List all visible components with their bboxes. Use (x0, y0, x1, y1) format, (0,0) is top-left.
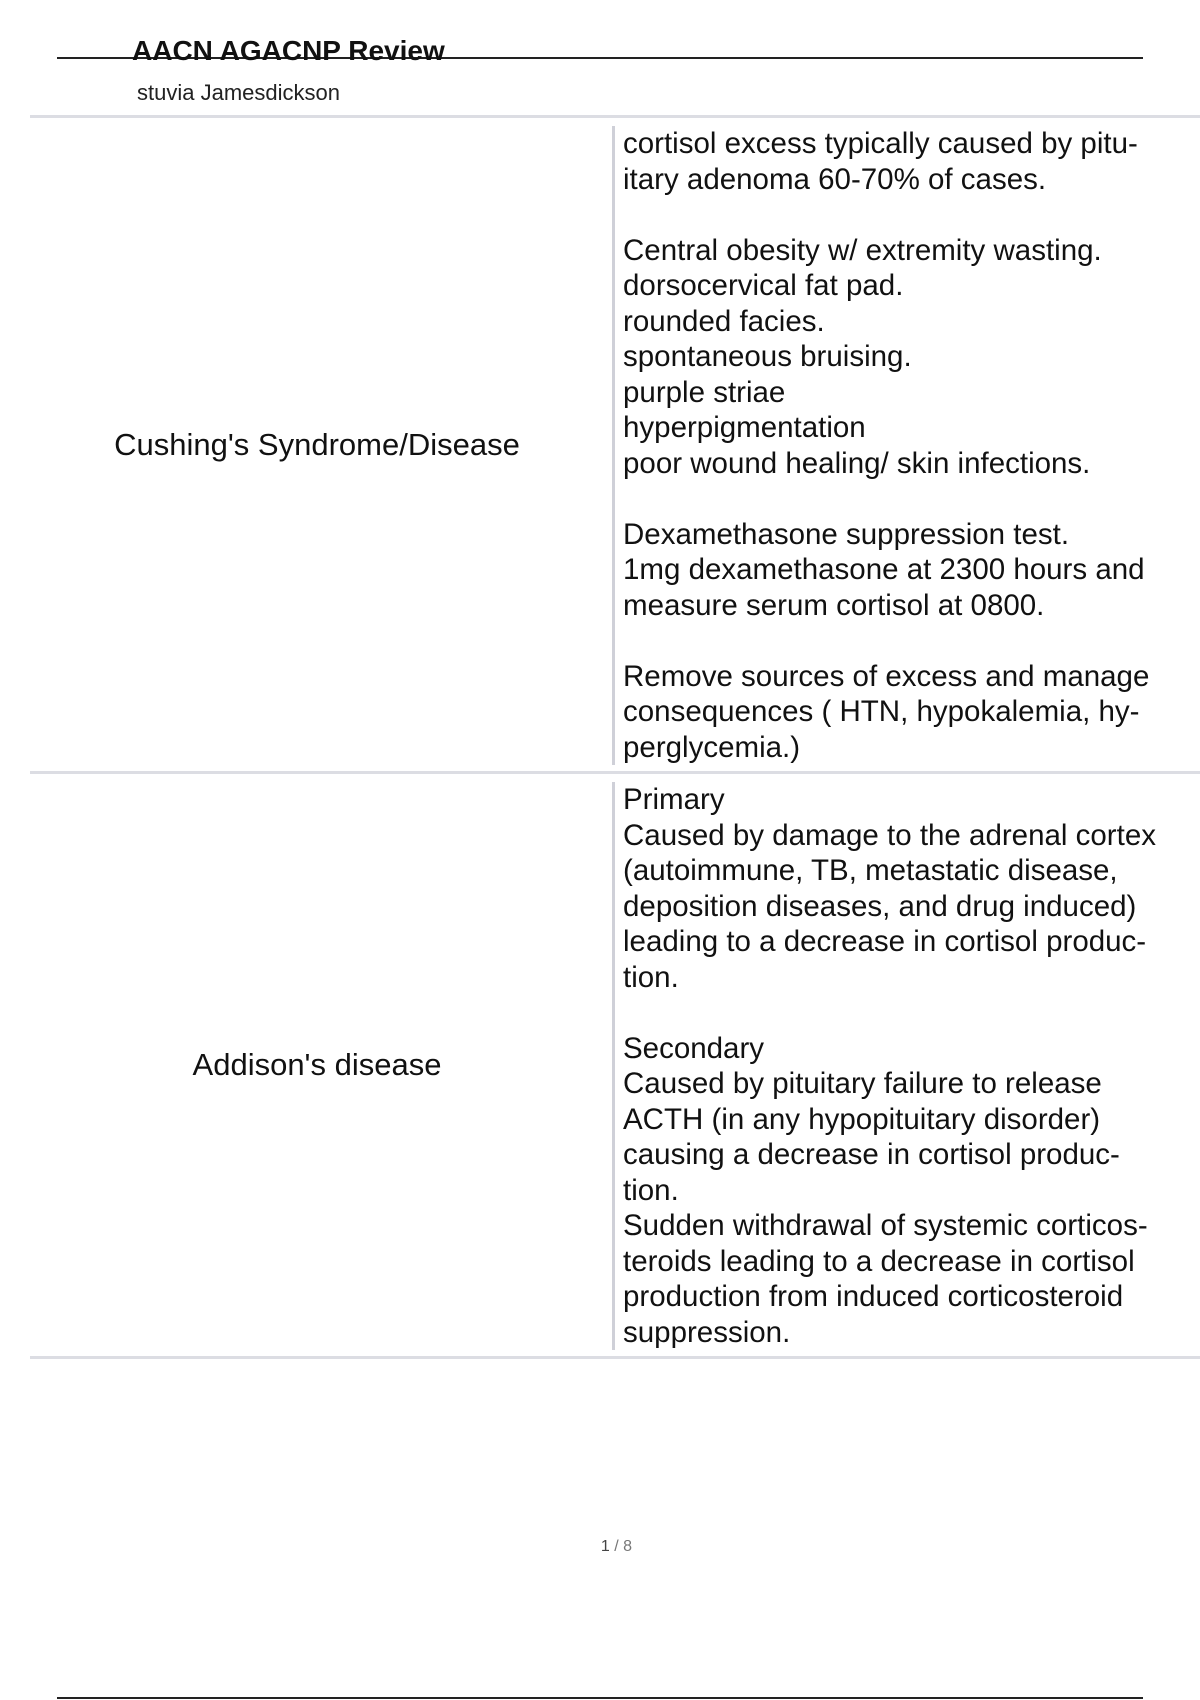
definition-line: leading to a decrease in cortisol produc- (623, 925, 1147, 958)
page-separator: / (609, 1538, 624, 1555)
definition-paragraph (623, 517, 1200, 624)
definition-line: teroids leading to a decrease in cortisol (623, 1244, 1135, 1278)
term-cell: Addison's disease (192, 1047, 442, 1082)
definition-line: measure serum cortisol at 0800. (623, 588, 1045, 622)
definition-line: consequences ( HTN, hypokalemia, hy- (623, 695, 1140, 728)
definition-line: itary adenoma 60-70% of cases. (623, 162, 1047, 196)
term-cell: Cushing's Syndrome/Disease (114, 426, 520, 462)
definition-line: Central obesity w/ extremity wasting. (623, 233, 1102, 267)
definition-paragraph (623, 659, 1200, 766)
definition-line: ACTH (in any hypopituitary disorder) (623, 1102, 1101, 1136)
definition-line: Sudden withdrawal of systemic corticos- (623, 1209, 1148, 1242)
definition-line: cortisol excess typically caused by pitu- (623, 127, 1138, 160)
definition-cell (612, 782, 1200, 1350)
definition-paragraph (623, 1031, 1200, 1351)
flashcard-row (30, 774, 1200, 1359)
definition-line: causing a decrease in cortisol produc- (623, 1138, 1120, 1171)
definition-line: Caused by pituitary failure to release (623, 1067, 1102, 1100)
footer-rule (57, 1697, 1143, 1699)
document-title: AACN AGACNP Review (132, 35, 445, 66)
definition-line: tion. (623, 1173, 679, 1207)
definition-cell (612, 126, 1200, 765)
definition-line: spontaneous bruising. (623, 340, 912, 373)
definition-line: poor wound healing/ skin infections. (623, 446, 1091, 480)
definition-line: tion. (623, 960, 679, 994)
page-total: 8 (623, 1538, 633, 1555)
flashcard-table (30, 115, 1200, 1359)
flashcard-row (30, 118, 1200, 774)
definition-line: deposition diseases, and drug induced) (623, 889, 1137, 923)
definition-line: Caused by damage to the adrenal cortex (623, 818, 1156, 852)
document-author: stuvia Jamesdickson (137, 80, 340, 105)
definition-line: production from induced corticosteroid (623, 1280, 1124, 1313)
definition-paragraph (623, 782, 1200, 995)
definition-line: Secondary (623, 1031, 765, 1065)
definition-line: hyperpigmentation (623, 411, 866, 444)
definition-line: Dexamethasone suppression test. (623, 517, 1070, 551)
definition-line: suppression. (623, 1315, 791, 1349)
page-current: 1 (600, 1538, 610, 1555)
definition-line: Remove sources of excess and manage (623, 659, 1150, 693)
definition-line: purple striae (623, 375, 786, 409)
definition-line: Primary (623, 783, 725, 816)
definition-line: (autoimmune, TB, metastatic disease, (623, 854, 1118, 887)
definition-paragraph (623, 233, 1200, 482)
definition-line: 1mg dexamethasone at 2300 hours and (623, 553, 1145, 586)
definition-line: perglycemia.) (623, 730, 801, 764)
definition-paragraph (623, 126, 1200, 197)
definition-line: dorsocervical fat pad. (623, 269, 904, 302)
page-number (0, 1538, 1200, 1556)
definition-line: rounded facies. (623, 304, 825, 338)
